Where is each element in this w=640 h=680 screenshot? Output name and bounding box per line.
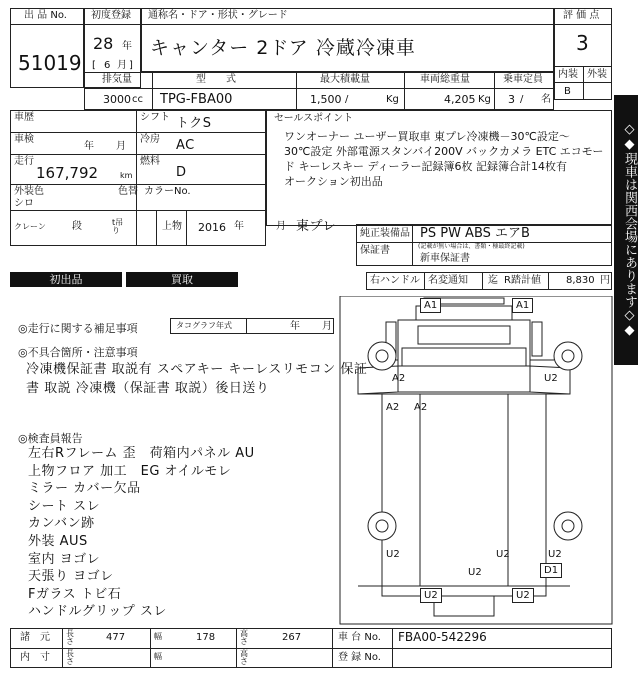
inspector-line: ミラー カバー欠品	[28, 481, 141, 497]
first-listing-tag: 初出品	[10, 272, 122, 287]
month-bracket: [	[92, 60, 96, 71]
limit-label: 迄	[488, 275, 498, 286]
height-label: 高さ	[240, 629, 248, 646]
history-label: 車歴	[14, 112, 34, 123]
seats-slash: /	[520, 94, 524, 105]
length-value: 477	[106, 632, 126, 643]
fuel-label: 燃料	[140, 156, 160, 167]
tacho-label: タコグラフ年式	[176, 321, 232, 330]
mileage-record-value: 8,830	[566, 275, 595, 286]
height-value: 267	[282, 632, 302, 643]
equipment-value: PS PW ABS エアB	[420, 226, 530, 241]
warranty-value: 新車保証書	[420, 253, 470, 264]
mileage-label: 走行	[14, 156, 34, 167]
inspection-year-unit: 年	[84, 141, 94, 152]
right-mirror	[532, 322, 542, 356]
dims-label: 諸 元	[20, 632, 50, 643]
seats-value: 3	[508, 93, 515, 106]
color-no-tag: カラーNo.	[144, 186, 191, 197]
driving-notes-label: ◎走行に関する補足事項	[18, 322, 138, 335]
reg-month: 6	[104, 60, 111, 71]
in-length-label: 長さ	[66, 649, 74, 666]
grade-label: 評 価 点	[563, 10, 600, 21]
crane-unit: 段	[72, 221, 82, 232]
month-unit: 月	[117, 60, 127, 71]
damage-mark: A1	[512, 298, 533, 313]
mileage-record-unit: 円	[600, 275, 610, 286]
inspector-line: シート スレ	[28, 498, 101, 514]
damage-mark: U2	[544, 373, 558, 384]
inspector-line: 外装 AUS	[28, 534, 88, 549]
lot-number: 51019	[18, 51, 82, 75]
reg-no-label: 登 録 No.	[338, 652, 381, 663]
buyback-tag: 買取	[126, 272, 238, 287]
damage-mark: A1	[420, 298, 441, 313]
kg-unit: Kg	[386, 94, 399, 105]
sales-point-line: ワンオーナー ユーザー買取車 東プレ冷凍機－30℃設定～	[284, 130, 570, 143]
km-unit: km	[120, 171, 133, 180]
ac-label: 冷房	[140, 134, 160, 145]
model-value: TPG-FBA00	[160, 92, 233, 107]
defects-line: 冷凍機保証書 取説有 スペアキー キーレスリモコン 保証	[26, 362, 368, 377]
cc-unit: cc	[132, 94, 143, 105]
body-year-unit: 年	[234, 221, 244, 232]
exterior-color-value: シロ	[14, 198, 34, 209]
ac-value: AC	[176, 138, 195, 153]
reg-year: 28	[93, 34, 114, 53]
gross-label: 車両総重量	[420, 74, 470, 85]
damage-mark: U2	[496, 549, 510, 560]
max-load-value: 1,500	[310, 93, 342, 106]
interior-grade: B	[564, 86, 571, 97]
color-change-label: 色替	[118, 186, 138, 197]
sales-point-label: セールスポイント	[274, 113, 354, 124]
inspector-line: Fガラス トビ石	[28, 586, 122, 602]
month-bracket-close: ]	[129, 60, 133, 71]
venue-banner: ◇◆現車は関西会場にあります◇◆	[614, 95, 638, 365]
shift-value: トクS	[176, 116, 212, 131]
inspector-label: ◎検査員報告	[18, 432, 83, 445]
year-unit: 年	[122, 41, 132, 52]
inspector-line: 左右Rフレーム 歪 荷箱内パネル AU	[28, 446, 255, 461]
cargo-box	[382, 394, 546, 586]
width-value: 178	[196, 632, 216, 643]
first-reg-label: 初度登録	[91, 10, 131, 21]
fuel-value: D	[176, 165, 187, 180]
body-year: 2016	[198, 221, 226, 234]
damage-mark: U2	[386, 549, 400, 560]
damage-mark: A2	[414, 402, 428, 413]
load-slash: /	[345, 94, 349, 105]
equipment-label: 純正装備品	[360, 228, 410, 239]
gross-unit: Kg	[478, 94, 491, 105]
sales-point-line: オークション初出品	[284, 175, 383, 188]
capacity-label: 最大積載量	[320, 74, 370, 85]
interior-label: 内装	[558, 69, 578, 80]
body-month-unit: 月	[276, 221, 286, 232]
right-handle-label: 右ハンドル	[370, 275, 420, 286]
vehicle-name-label: 通称名・ドア・形状・グレード	[148, 10, 288, 21]
tacho-year-unit: 年	[290, 321, 300, 332]
gross-weight-value: 4,205	[444, 93, 476, 106]
damage-mark: U2	[512, 588, 534, 603]
warranty-note: (記載が無い場合は、書類・極最終記載)	[418, 243, 525, 250]
in-height-label: 高さ	[240, 649, 248, 666]
damage-mark: A2	[386, 402, 400, 413]
exterior-label: 外装	[587, 69, 607, 80]
tacho-month-unit: 月	[322, 321, 332, 332]
sales-point-line: ド キーレスキー ディーラー記録簿6枚 記録簿合計14枚有	[284, 160, 568, 173]
damage-mark: D1	[540, 563, 562, 578]
defects-label: ◎不具合箇所・注意事項	[18, 346, 138, 359]
inspector-line: 上物フロア 加工 EG オイルモレ	[28, 463, 232, 479]
length-label: 長さ	[66, 629, 74, 646]
width-label: 幅	[154, 632, 162, 641]
mileage-record-label: R踏計値	[504, 275, 541, 286]
damage-mark: U2	[548, 549, 562, 560]
inspector-line: 天張り ヨゴレ	[28, 569, 114, 585]
exterior-color-label: 外装色	[14, 186, 44, 197]
body-label: 上物	[162, 221, 182, 232]
warranty-label: 保証書	[360, 245, 390, 256]
body-maker: 東プレ	[296, 219, 336, 234]
seats-unit: 名	[541, 94, 551, 105]
vehicle-name: キャンター 2ドア 冷蔵冷凍車	[150, 37, 416, 59]
model-label: 型 式	[196, 74, 236, 85]
in-width-label: 幅	[154, 652, 162, 661]
occupancy-label: 乗車定員	[503, 74, 543, 85]
crane-label: クレーン	[14, 222, 46, 231]
damage-mark: A2	[392, 373, 406, 384]
crane-hang: t吊り	[112, 218, 124, 235]
inspection-label: 車検	[14, 134, 34, 145]
displacement-value: 3000	[103, 93, 131, 106]
inspector-line: ハンドルグリップ スレ	[28, 604, 167, 620]
shift-label: シフト	[140, 112, 170, 123]
mileage-value: 167,792	[36, 164, 99, 182]
grade-value: 3	[576, 31, 589, 55]
inspector-line: 室内 ヨゴレ	[28, 551, 101, 567]
lot-label: 出 品 No.	[24, 10, 67, 21]
defects-line: 書 取説 冷凍機（保証書 取説）後日送り	[26, 381, 270, 396]
chassis-label: 車 台 No.	[338, 632, 381, 643]
interior-dims-label: 内 寸	[20, 652, 50, 663]
damage-mark: U2	[468, 567, 482, 578]
inspector-line: カンバン跡	[28, 516, 95, 532]
chassis-no: FBA00-542296	[398, 630, 487, 644]
displacement-label: 排気量	[102, 74, 132, 85]
damage-mark: U2	[420, 588, 442, 603]
inspection-month-unit: 月	[116, 141, 126, 152]
sales-point-line: 30℃設定 外部電源スタンバイ200V バックカメラ ETC エコモー	[284, 145, 604, 158]
name-change-label: 名変通知	[428, 275, 468, 286]
